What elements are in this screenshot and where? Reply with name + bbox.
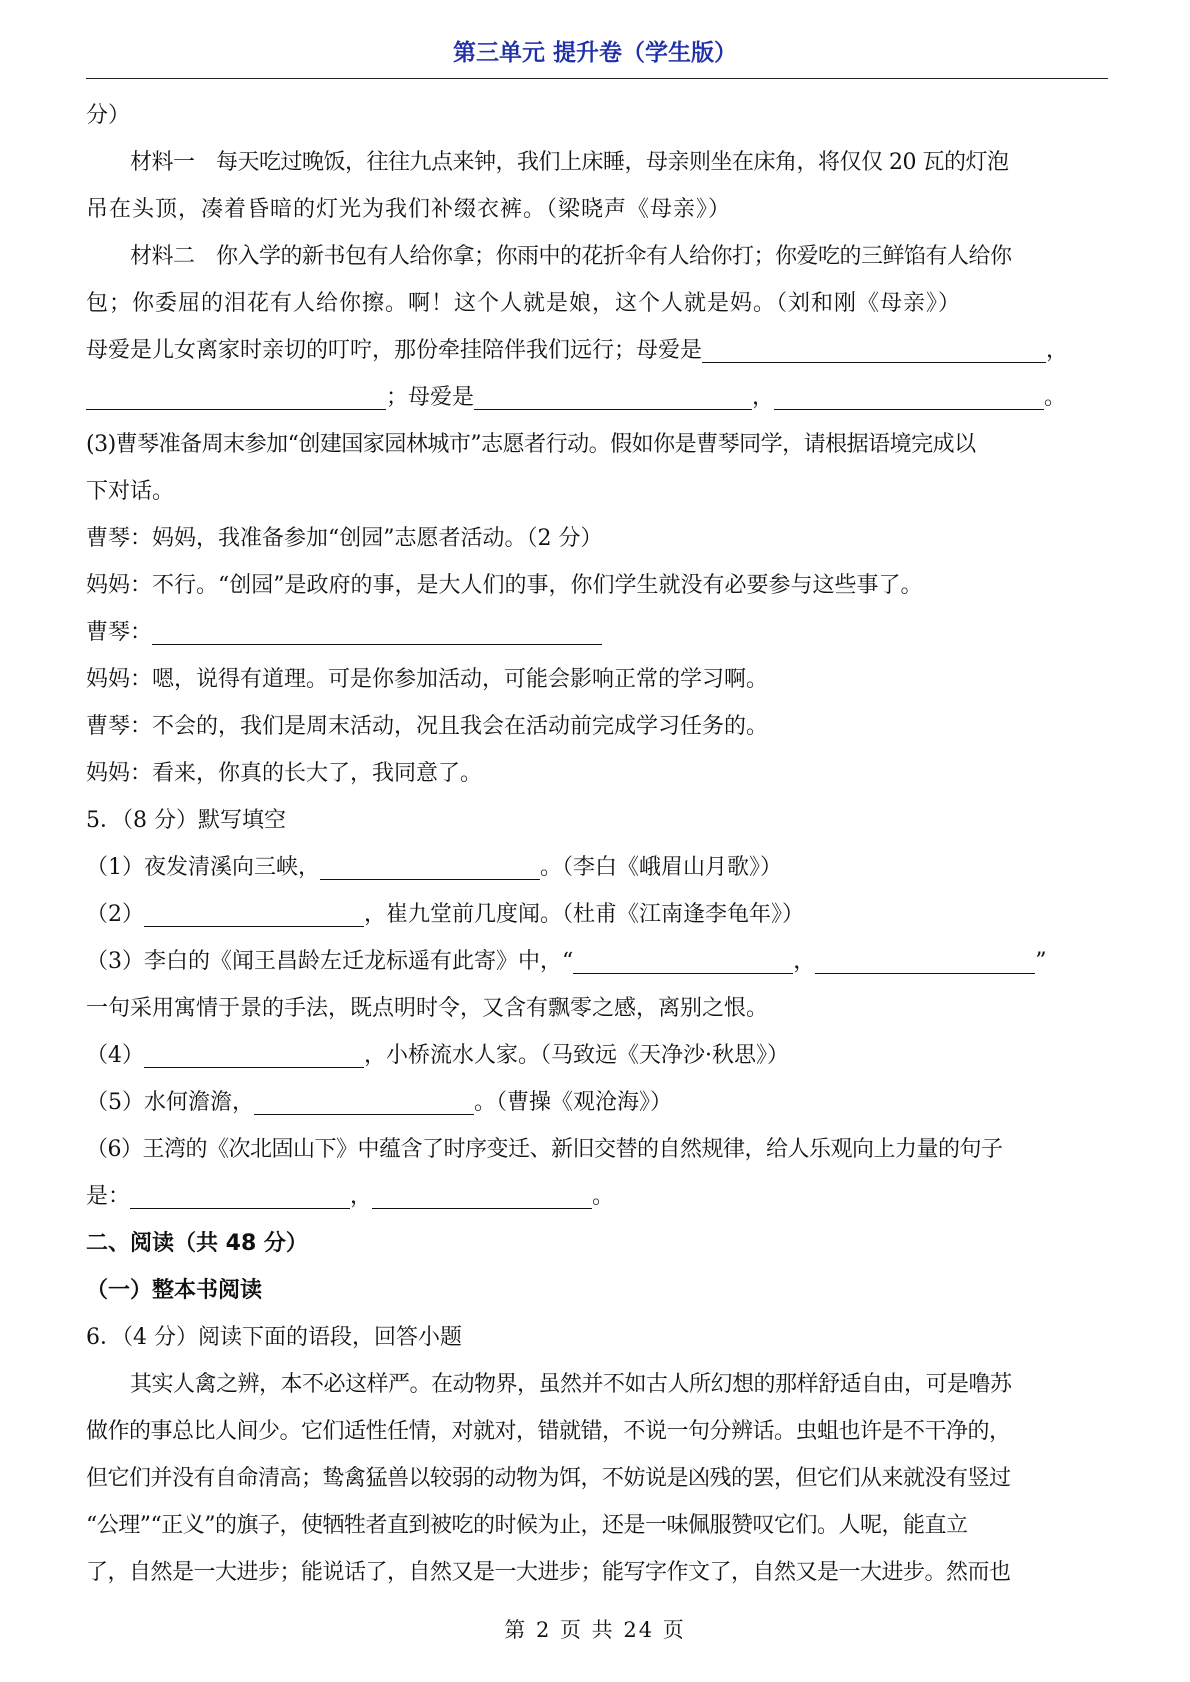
text-segment: 。（李白《峨眉山月歌》） bbox=[540, 855, 783, 880]
reading-passage-line: 了，自然是一大进步；能说话了，自然又是一大进步；能写字作文了，自然又是一大进步。然而也 bbox=[86, 1560, 1011, 1585]
text-segment: （4） bbox=[86, 1043, 144, 1068]
fill-in-line bbox=[86, 891, 1108, 938]
reading-passage-line: “公理”“正义”的旗子，使牺牲者直到被吃的时候为止，还是一味佩服赞叹它们。人呢，能直立 bbox=[86, 1513, 968, 1538]
text-segment: ；母爱是 bbox=[386, 385, 475, 410]
dialogue-line: 曹琴：不会的，我们是周末活动，况且我会在活动前完成学习任务的。 bbox=[86, 714, 769, 739]
fill-in-line: （6）王湾的《次北固山下》中蕴含了时序变迁、新旧交替的自然规律，给人乐观向上力量的句子 bbox=[86, 1137, 1003, 1162]
reading-passage-line: 做作的事总比人间少。它们适性任情，对就对，错就错，不说一句分辨话。虫蛆也许是不干净的， bbox=[86, 1419, 1011, 1444]
question-title: 6．（4 分）阅读下面的语段，回答小题 bbox=[86, 1325, 462, 1350]
answer-blank[interactable] bbox=[144, 900, 364, 927]
text-segment: 。 bbox=[1044, 385, 1067, 410]
question-line: 下对话。 bbox=[86, 479, 175, 504]
text-segment: ， bbox=[350, 1184, 373, 1209]
answer-blank[interactable] bbox=[372, 1182, 592, 1209]
material-two-line: 包；你委屈的泪花有人给你擦。啊！这个人就是娘，这个人就是妈。（刘和刚《母亲》） bbox=[86, 291, 962, 316]
header-divider bbox=[86, 78, 1108, 79]
subsection-heading: （一）整本书阅读 bbox=[86, 1278, 263, 1303]
text-segment: （5）水何澹澹， bbox=[86, 1090, 254, 1115]
answer-blank[interactable] bbox=[815, 947, 1035, 974]
fill-in-line bbox=[86, 938, 1108, 985]
answer-blank[interactable] bbox=[86, 383, 386, 410]
answer-blank[interactable] bbox=[774, 383, 1044, 410]
answer-blank[interactable] bbox=[144, 1041, 364, 1068]
dialogue-line bbox=[86, 609, 1108, 656]
answer-blank[interactable] bbox=[152, 618, 602, 645]
fill-in-line bbox=[86, 844, 1108, 891]
dialogue-line: 曹琴：妈妈，我准备参加“创园”志愿者活动。（2 分） bbox=[86, 526, 603, 551]
answer-blank[interactable] bbox=[320, 853, 540, 880]
imitation-sentence-line bbox=[86, 374, 1108, 421]
fill-in-line: 一句采用寓情于景的手法，既点明时令，又含有飘零之感，离别之恨。 bbox=[86, 996, 769, 1021]
answer-blank[interactable] bbox=[130, 1182, 350, 1209]
text-segment: ， bbox=[1046, 338, 1069, 363]
text-segment: ， bbox=[793, 949, 816, 974]
text-segment: 。 bbox=[592, 1184, 615, 1209]
answer-blank[interactable] bbox=[702, 336, 1046, 363]
material-one-line: 材料一 每天吃过晚饭，往往九点来钟，我们上床睡，母亲则坐在床角，将仅仅 20 瓦的灯泡 bbox=[130, 150, 1009, 175]
fill-in-line bbox=[86, 1079, 1108, 1126]
text-segment: （1）夜发清溪向三峡， bbox=[86, 855, 320, 880]
text-line: 分） bbox=[86, 103, 131, 128]
fill-in-line bbox=[86, 1032, 1108, 1079]
question-line: (3)曹琴准备周末参加“创建国家园林城市”志愿者行动。假如你是曹琴同学，请根据语境完成以 bbox=[86, 432, 976, 457]
dialogue-line: 妈妈：嗯，说得有道理。可是你参加活动，可能会影响正常的学习啊。 bbox=[86, 667, 769, 692]
text-segment: 是： bbox=[86, 1184, 131, 1209]
reading-passage-line: 其实人禽之辨，本不必这样严。在动物界，虽然并不如古人所幻想的那样舒适自由，可是噜苏 bbox=[130, 1372, 1012, 1397]
text-segment: 曹琴： bbox=[86, 620, 153, 645]
text-segment: ，崔九堂前几度闻。（杜甫《江南逢李龟年》） bbox=[364, 902, 805, 927]
fill-in-line bbox=[86, 1173, 1108, 1220]
material-one-line: 吊在头顶，凑着昏暗的灯光为我们补缀衣裤。（梁晓声《母亲》） bbox=[86, 197, 732, 222]
text-segment: 母爱是儿女离家时亲切的叮咛，那份牵挂陪伴我们远行；母爱是 bbox=[86, 338, 703, 363]
dialogue-line: 妈妈：不行。“创园”是政府的事，是大人们的事，你们学生就没有必要参与这些事了。 bbox=[86, 573, 923, 598]
text-segment: ， bbox=[752, 385, 775, 410]
text-segment: ” bbox=[1035, 949, 1047, 974]
reading-passage-line: 但它们并没有自命清高；鸷禽猛兽以较弱的动物为饵，不妨说是凶残的罢，但它们从来就没有竖过 bbox=[86, 1466, 1011, 1491]
dialogue-line: 妈妈：看来，你真的长大了，我同意了。 bbox=[86, 761, 483, 786]
page-header-title: 第三单元 提升卷（学生版） bbox=[452, 40, 737, 66]
text-segment: 。（曹操《观沧海》） bbox=[474, 1090, 673, 1115]
page-number: 第 2 页 共 24 页 bbox=[504, 1618, 686, 1642]
question-title: 5．（8 分）默写填空 bbox=[86, 808, 286, 833]
text-segment: （2） bbox=[86, 902, 144, 927]
document-body bbox=[86, 92, 1108, 1596]
material-two-line: 材料二 你入学的新书包有人给你拿；你雨中的花折伞有人给你打；你爱吃的三鲜馅有人给你 bbox=[130, 244, 1012, 269]
text-segment: （3）李白的《闻王昌龄左迁龙标遥有此寄》中，“ bbox=[86, 949, 574, 974]
answer-blank[interactable] bbox=[474, 383, 752, 410]
answer-blank[interactable] bbox=[254, 1088, 474, 1115]
imitation-sentence-line bbox=[86, 327, 1108, 374]
answer-blank[interactable] bbox=[573, 947, 793, 974]
section-heading: 二、阅读（共 48 分） bbox=[86, 1231, 308, 1256]
text-segment: ，小桥流水人家。（马致远《天净沙·秋思》） bbox=[364, 1043, 789, 1068]
